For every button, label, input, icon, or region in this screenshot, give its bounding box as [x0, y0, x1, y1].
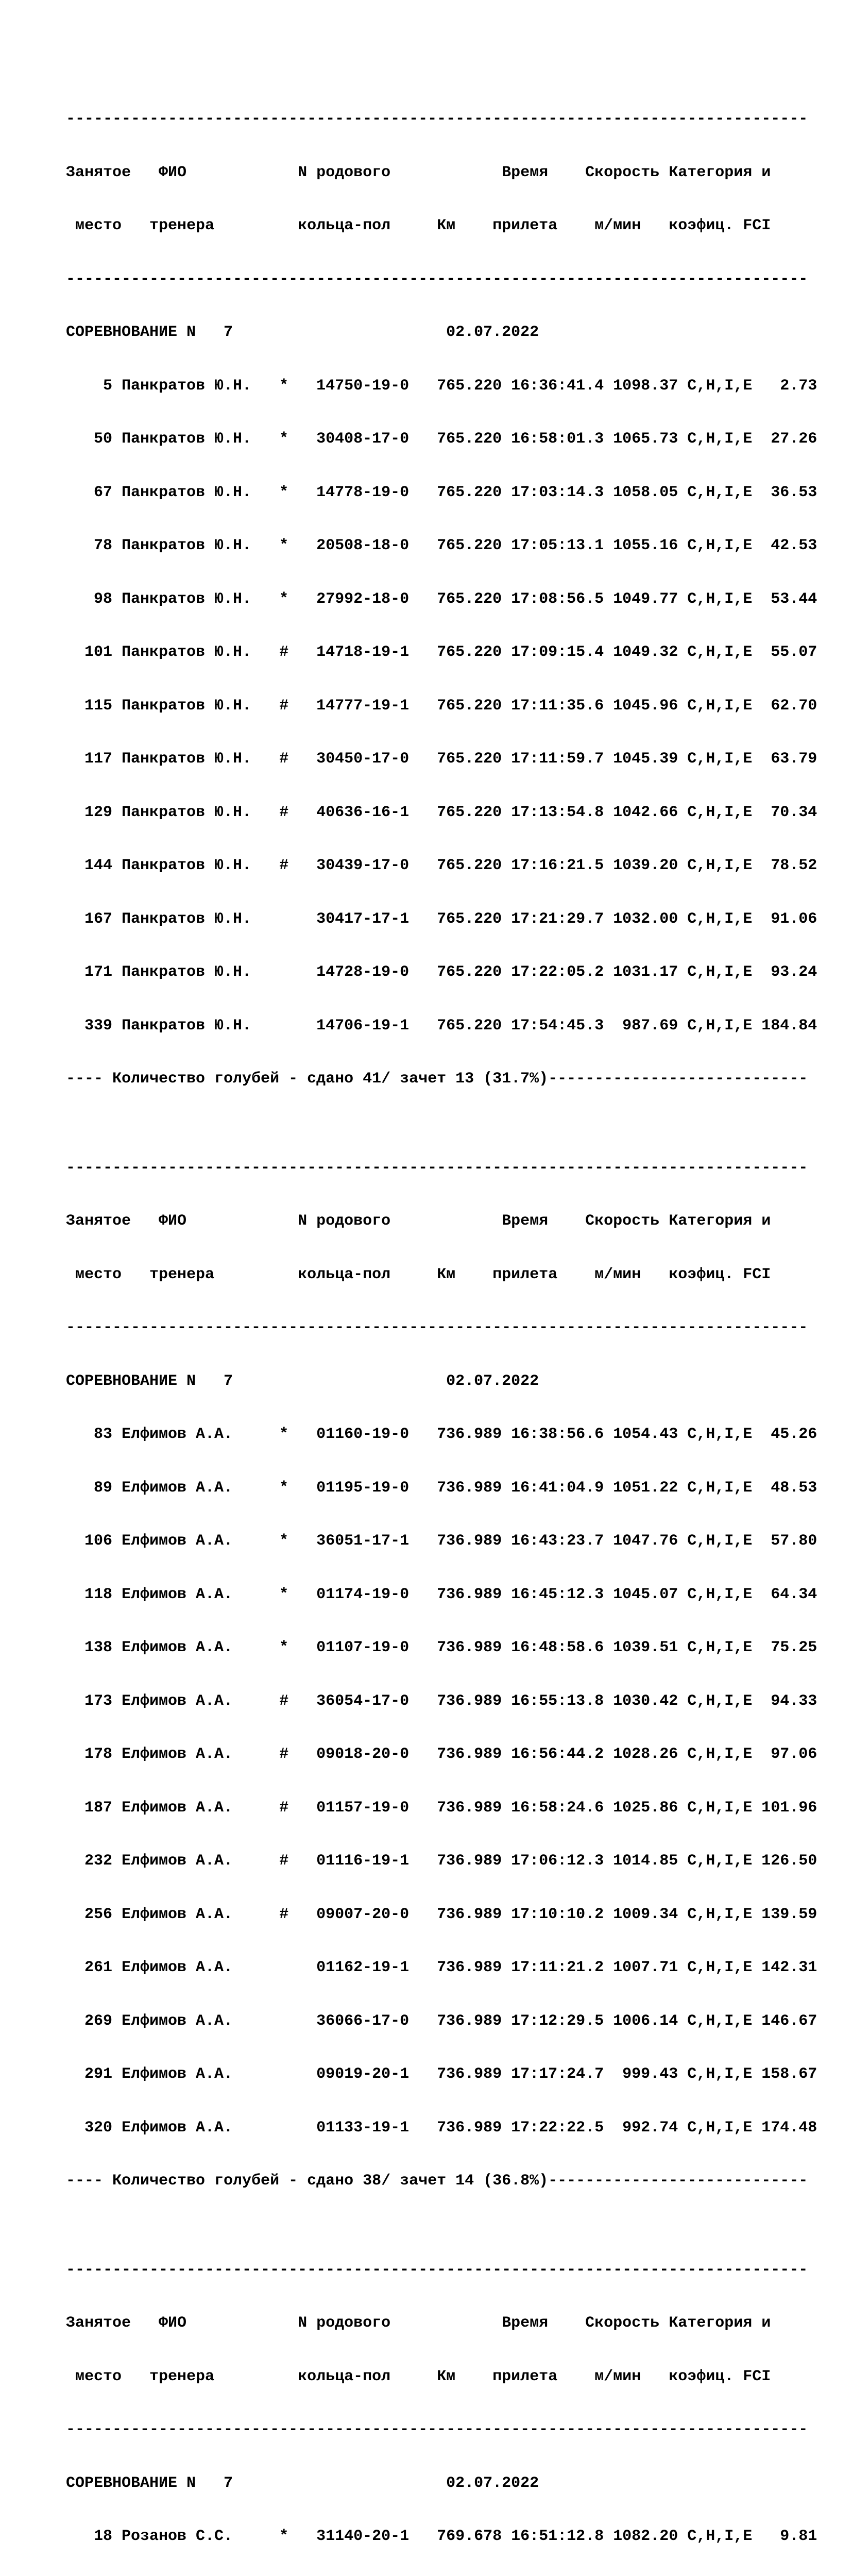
divider: --------------------------------------------------------------------------------: [66, 1319, 808, 1336]
table-row: 167 Панкратов Ю.Н. 30417-17-1 765.220 17:21:29.7 1032.00 C,H,I,E 91.06: [66, 910, 817, 928]
table-row: 118 Елфимов А.А. * 01174-19-0 736.989 16:45:12.3 1045.07 C,H,I,E 64.34: [66, 1585, 817, 1603]
results-document: [66, 39, 849, 2576]
divider: --------------------------------------------------------------------------------: [66, 270, 808, 288]
competition-line: СОРЕВНОВАНИЕ N 7 02.07.2022: [66, 2474, 539, 2492]
table-row: 144 Панкратов Ю.Н. # 30439-17-0 765.220 17:16:21.5 1039.20 C,H,I,E 78.52: [66, 857, 817, 874]
table-row: 101 Панкратов Ю.Н. # 14718-19-1 765.220 17:09:15.4 1049.32 C,H,I,E 55.07: [66, 643, 817, 661]
table-header-line-1: Занятое ФИО N родового Время Скорость Категория и: [66, 2314, 771, 2332]
table-row: 138 Елфимов А.А. * 01107-19-0 736.989 16:48:58.6 1039.51 C,H,I,E 75.25: [66, 1639, 817, 1656]
table-row: 269 Елфимов А.А. 36066-17-0 736.989 17:12:29.5 1006.14 C,H,I,E 146.67: [66, 2012, 817, 2030]
table-row: 106 Елфимов А.А. * 36051-17-1 736.989 16:43:23.7 1047.76 C,H,I,E 57.80: [66, 1532, 817, 1550]
table-header-line-1: Занятое ФИО N родового Время Скорость Категория и: [66, 163, 771, 181]
table-row: 171 Панкратов Ю.Н. 14728-19-0 765.220 17:22:05.2 1031.17 C,H,I,E 93.24: [66, 963, 817, 981]
table-row: 117 Панкратов Ю.Н. # 30450-17-0 765.220 17:11:59.7 1045.39 C,H,I,E 63.79: [66, 750, 817, 768]
table-row: 320 Елфимов А.А. 01133-19-1 736.989 17:22:22.5 992.74 C,H,I,E 174.48: [66, 2119, 817, 2137]
table-row: 115 Панкратов Ю.Н. # 14777-19-1 765.220 17:11:35.6 1045.96 C,H,I,E 62.70: [66, 697, 817, 715]
divider: --------------------------------------------------------------------------------: [66, 2421, 808, 2438]
table-header-line-1: Занятое ФИО N родового Время Скорость Категория и: [66, 1212, 771, 1230]
competition-line: СОРЕВНОВАНИЕ N 7 02.07.2022: [66, 1372, 539, 1390]
table-row: 232 Елфимов А.А. # 01116-19-1 736.989 17:06:12.3 1014.85 C,H,I,E 126.50: [66, 1852, 817, 1870]
competition-line: СОРЕВНОВАНИЕ N 7 02.07.2022: [66, 324, 539, 341]
table-row: 173 Елфимов А.А. # 36054-17-0 736.989 16:55:13.8 1030.42 C,H,I,E 94.33: [66, 1692, 817, 1710]
table-row: 256 Елфимов А.А. # 09007-20-0 736.989 17:10:10.2 1009.34 C,H,I,E 139.59: [66, 1905, 817, 1923]
section-summary: ---- Количество голубей - сдано 38/ зачет 14 (36.8%)----------------------------: [66, 2172, 808, 2190]
divider: --------------------------------------------------------------------------------: [66, 2261, 808, 2279]
table-row: 339 Панкратов Ю.Н. 14706-19-1 765.220 17:54:45.3 987.69 C,H,I,E 184.84: [66, 1016, 817, 1035]
section-summary: ---- Количество голубей - сдано 41/ зачет 13 (31.7%)----------------------------: [66, 1070, 808, 1088]
table-row: 83 Елфимов А.А. * 01160-19-0 736.989 16:38:56.6 1054.43 C,H,I,E 45.26: [66, 1426, 817, 1443]
table-row: 78 Панкратов Ю.Н. * 20508-18-0 765.220 17:05:13.1 1055.16 C,H,I,E 42.53: [66, 537, 817, 554]
table-header-line-2: место тренера кольца-пол Км прилета м/мин коэфиц. FCI: [66, 2367, 771, 2385]
table-row: 98 Панкратов Ю.Н. * 27992-18-0 765.220 17:08:56.5 1049.77 C,H,I,E 53.44: [66, 590, 817, 608]
table-row: 89 Елфимов А.А. * 01195-19-0 736.989 16:41:04.9 1051.22 C,H,I,E 48.53: [66, 1479, 817, 1497]
table-row: 50 Панкратов Ю.Н. * 30408-17-0 765.220 16:58:01.3 1065.73 C,H,I,E 27.26: [66, 430, 817, 448]
table-row: 18 Розанов С.С. * 31140-20-1 769.678 16:51:12.8 1082.20 C,H,I,E 9.81: [66, 2528, 817, 2545]
table-row: 178 Елфимов А.А. # 09018-20-0 736.989 16:56:44.2 1028.26 C,H,I,E 97.06: [66, 1745, 817, 1763]
table-row: 67 Панкратов Ю.Н. * 14778-19-0 765.220 17:03:14.3 1058.05 C,H,I,E 36.53: [66, 483, 817, 501]
table-row: 187 Елфимов А.А. # 01157-19-0 736.989 16:58:24.6 1025.86 C,H,I,E 101.96: [66, 1799, 817, 1817]
table-row: 129 Панкратов Ю.Н. # 40636-16-1 765.220 17:13:54.8 1042.66 C,H,I,E 70.34: [66, 803, 817, 821]
divider: --------------------------------------------------------------------------------: [66, 110, 808, 128]
divider: --------------------------------------------------------------------------------: [66, 1159, 808, 1177]
table-row: 261 Елфимов А.А. 01162-19-1 736.989 17:11:21.2 1007.71 C,H,I,E 142.31: [66, 1959, 817, 1976]
table-row: 291 Елфимов А.А. 09019-20-1 736.989 17:17:24.7 999.43 C,H,I,E 158.67: [66, 2065, 817, 2083]
table-header-line-2: место тренера кольца-пол Км прилета м/мин коэфиц. FCI: [66, 217, 771, 234]
table-row: 5 Панкратов Ю.Н. * 14750-19-0 765.220 16:36:41.4 1098.37 C,H,I,E 2.73: [66, 377, 817, 395]
table-header-line-2: место тренера кольца-пол Км прилета м/мин коэфиц. FCI: [66, 1265, 771, 1283]
